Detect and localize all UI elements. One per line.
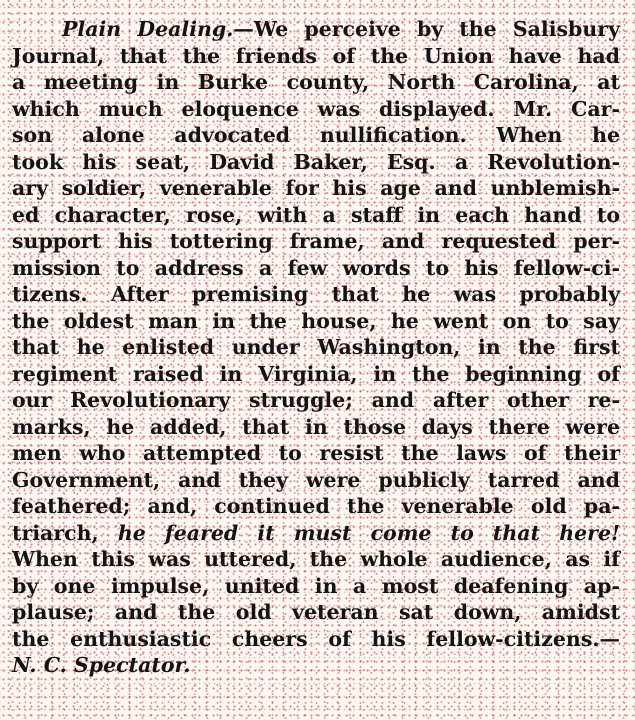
article-line: support his tottering frame, and requested per-: [12, 229, 620, 253]
article-line: the oldest man in the house, he went on to say: [12, 308, 620, 333]
article-line: tizens. After premising that he was probably: [12, 282, 620, 306]
article-line: regiment raised in Virginia, in the beginning of: [12, 361, 620, 386]
article-line: ary soldier, venerable for his age and unblemish-: [12, 176, 620, 200]
article-line: took his seat, David Baker, Esq. a Revolution-: [12, 149, 620, 174]
headline-dash: —: [233, 17, 254, 41]
article-body: [12, 16, 620, 679]
article-signature: N. C. Spectator.: [12, 653, 191, 677]
article-line-20: [12, 520, 620, 547]
article-line: men who attempted to resist the laws of their: [12, 441, 620, 465]
article-line: son alone advocated nullification. When he: [12, 123, 620, 147]
article-headline: Plain Dealing.: [62, 17, 234, 41]
article-line: a meeting in Burke county, North Carolina, at: [12, 70, 620, 94]
article-line: Government, and they were publicly tarred and: [12, 467, 620, 492]
article-line: our Revolutionary struggle; and after other re-: [12, 388, 620, 412]
article-line: ed character, rose, with a staff in each hand to: [12, 202, 620, 227]
article-line: by one impulse, united in a most deafening ap-: [12, 573, 620, 598]
article-line: plause; and the old veteran sat down, amidst: [12, 600, 620, 624]
article-text: triarch,: [12, 520, 99, 545]
article-line: that he enlisted under Washington, in the first: [12, 335, 620, 359]
article-line: the enthusiastic cheers of his fellow-citizens.—: [12, 626, 620, 651]
article-line-1: [12, 16, 620, 43]
article-line: mission to address a few words to his fellow-ci-: [12, 255, 620, 280]
article-line: which much eloquence was displayed. Mr. Car-: [12, 96, 620, 121]
article-line: Journal, that the friends of the Union have had: [12, 43, 620, 68]
article-text: We perceive by the Salisbury: [253, 17, 620, 41]
article-line: When this was uttered, the whole audience, as if: [12, 547, 620, 571]
article-line: marks, he added, that in those days there were: [12, 414, 620, 439]
quoted-remark: he feared it must come to that here!: [117, 520, 620, 545]
article-line: feathered; and, continued the venerable old pa-: [12, 494, 620, 518]
